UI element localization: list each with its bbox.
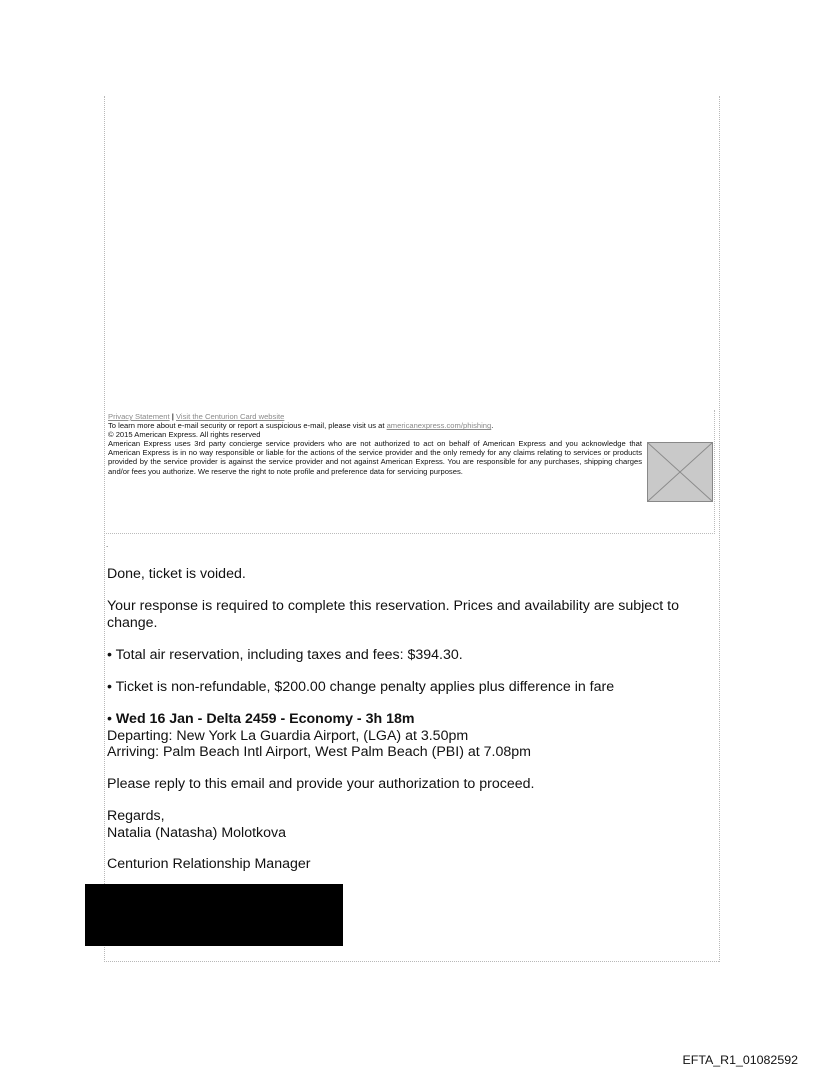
- stray-dot: .: [106, 540, 109, 549]
- total-bullet: [107, 647, 707, 664]
- broken-image-placeholder: [647, 442, 713, 502]
- document-id: EFTA_R1_01082592: [682, 1053, 798, 1067]
- arriving-line: Arriving: Palm Beach Intl Airport, West Palm Beach (PBI) at 7.08pm: [107, 744, 531, 760]
- footer-links-line: [108, 412, 642, 421]
- total-text: Total air reservation, including taxes and fees: $394.30.: [115, 647, 463, 663]
- bullet-marker: •: [107, 647, 112, 663]
- security-notice-text: To learn more about e-mail security or report a suspicious e-mail, please visit us at: [108, 421, 385, 431]
- privacy-statement-link[interactable]: Privacy Statement: [108, 412, 170, 421]
- link-separator: |: [171, 412, 174, 421]
- email-frame-right-border: [719, 96, 720, 962]
- departing-line: Departing: New York La Guardia Airport, (LGA) at 3.50pm: [107, 727, 469, 744]
- email-frame-left-border: [104, 96, 105, 962]
- amex-footer: [108, 412, 642, 476]
- bullet-marker: •: [107, 679, 112, 695]
- email-frame-bottom-border: [104, 961, 719, 962]
- signer-title: Centurion Relationship Manager: [107, 856, 311, 872]
- voided-line: Done, ticket is voided.: [107, 566, 246, 582]
- reply-request: Please reply to this email and provide your authorization to proceed.: [107, 776, 535, 792]
- redaction-block: [85, 884, 343, 946]
- flight-heading-text: Wed 16 Jan - Delta 2459 - Economy - 3h 18m: [115, 711, 415, 727]
- regards-line: Regards,: [107, 808, 165, 824]
- ticket-terms-text: Ticket is non-refundable, $200.00 change penalty applies plus difference in fare: [115, 679, 615, 695]
- flight-details: [107, 711, 707, 761]
- bullet-marker: •: [107, 711, 112, 727]
- copyright-notice: © 2015 American Express. All rights reserved: [108, 430, 261, 440]
- ticket-terms-bullet: [107, 679, 707, 696]
- response-required-paragraph: Your response is required to complete this reservation. Prices and availability are subject to change.: [107, 598, 680, 631]
- signature: [107, 808, 707, 841]
- flight-heading: [107, 711, 707, 728]
- security-notice: [108, 421, 642, 430]
- signer-name: Natalia (Natasha) Molotkova: [107, 824, 286, 841]
- concierge-disclaimer: American Express uses 3rd party concierge service providers who are not authorized to act on behalf of American Express and you acknowledge that American Express is in no way responsible or liable for the actions of the service provider and the only remedy for any claims relating to services or products provided by the service provider is against the service provider and not against American Express. You are responsible for any purchases, shipping charges and/or fees you authorize. We reserve the right to note profile and preference data for servicing purposes.: [108, 439, 642, 476]
- broken-image-icon: [648, 443, 712, 501]
- centurion-website-link[interactable]: Visit the Centurion Card website: [176, 412, 285, 421]
- phishing-link[interactable]: americanexpress.com/phishing: [386, 421, 492, 431]
- security-notice-period: .: [491, 421, 494, 431]
